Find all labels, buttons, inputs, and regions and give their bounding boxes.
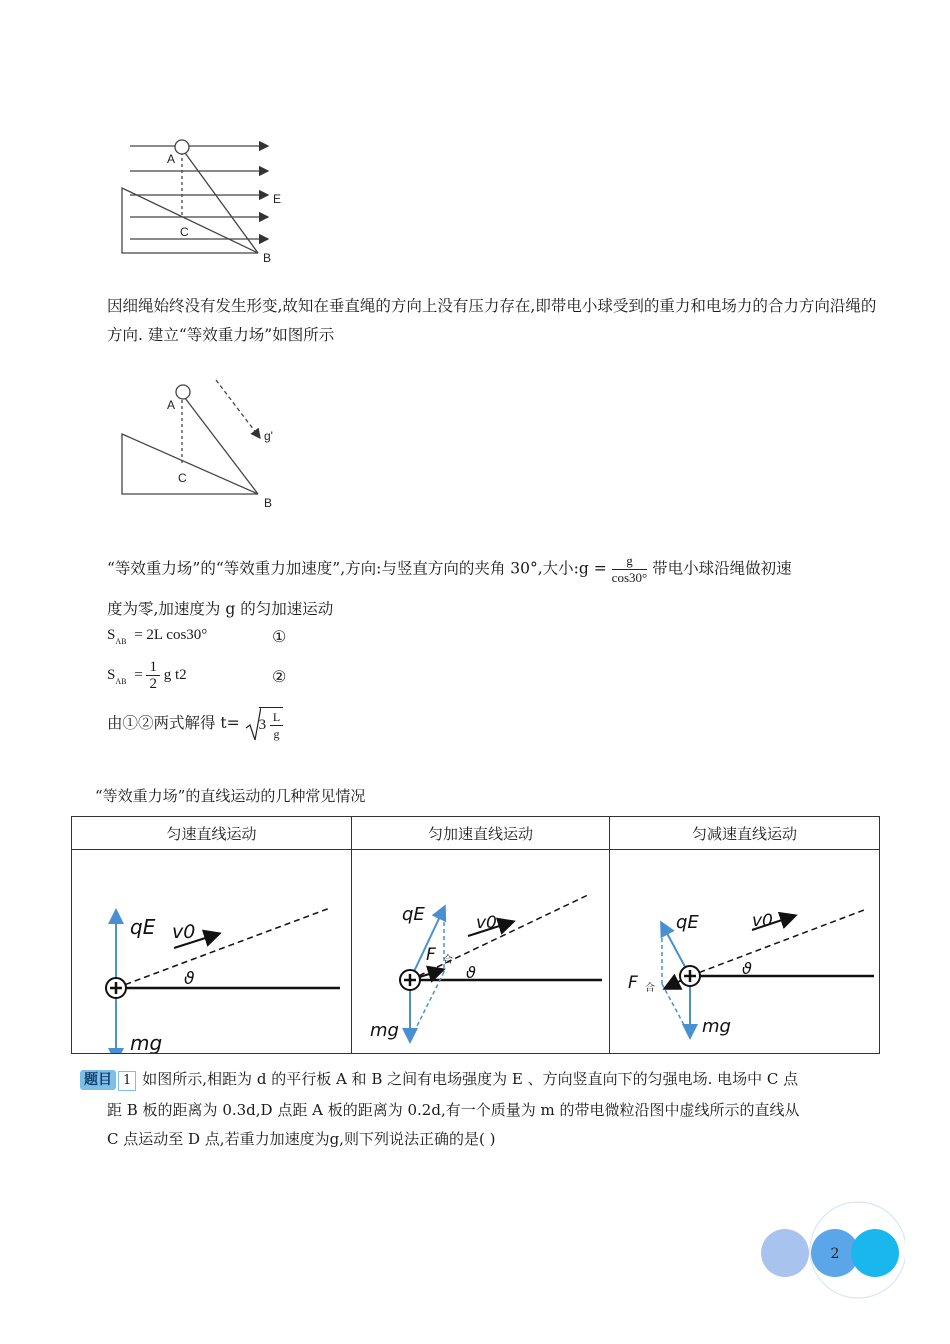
denominator: g: [273, 726, 280, 741]
question-line-3: C 点运动至 D 点,若重力加速度为g,则下列说法正确的是( ): [107, 1130, 496, 1148]
label-A: A: [167, 398, 176, 412]
marker: ②: [272, 669, 287, 686]
text: “等效重力场”的“等效重力加速度”,方向:与竖直方向的夹角 30°,大小:g =: [107, 559, 607, 578]
denominator: cos30°: [611, 570, 648, 585]
table-title: “等效重力场”的直线运动的几种常见情况: [95, 787, 366, 805]
rhs: g t2: [163, 666, 187, 683]
label-C: C: [178, 471, 187, 485]
label-theta: ϑ: [466, 963, 476, 982]
numerator: L: [270, 709, 283, 726]
fraction-half: [146, 659, 160, 692]
numerator: 1: [146, 659, 160, 676]
label-he: 合: [645, 983, 655, 994]
cell-uniform: [72, 850, 352, 1054]
question-text: 如图所示,相距为 d 的平行板 A 和 B 之间有电场强度为 E 、方向竖直向下的匀强电场. 电场中 C 点: [142, 1070, 799, 1088]
marker: ①: [272, 629, 287, 646]
label-C: C: [180, 225, 189, 239]
label-mg: mg: [130, 1031, 163, 1053]
sqrt-body: [259, 707, 284, 742]
label-mg: mg: [702, 1016, 731, 1037]
label-g-prime: g': [264, 429, 273, 443]
question-line-2: 距 B 板的距离为 0.3d,D 点距 A 板的距离为 0.2d,有一个质量为 m 的带电微粒沿图中虚线所示的直线从: [107, 1101, 800, 1119]
fraction: [612, 553, 648, 586]
rhs: = 2L cos30°: [134, 627, 208, 643]
motion-line: 度为零,加速度为 g 的匀加速运动: [107, 600, 334, 618]
label-qE: qE: [402, 904, 425, 925]
equivalent-gravity-line: [107, 553, 887, 586]
diagram-accelerate: [352, 850, 609, 1053]
label-v0: v0: [752, 911, 773, 931]
question-tag: 题目: [80, 1070, 116, 1090]
text: 由①②两式解得 t=: [107, 714, 240, 732]
header-decelerate: 匀减速直线运动: [610, 817, 880, 850]
header-uniform: 匀速直线运动: [72, 817, 352, 850]
question-number: 1: [118, 1071, 136, 1091]
cases-table: [71, 816, 880, 1054]
label-he: 合: [443, 955, 453, 966]
explanation-paragraph: 因细绳始终没有发生形变,故知在垂直绳的方向上没有压力存在,即带电小球受到的重力和电场力的合力方向沿绳的方向. 建立“等效重力场”如图所示: [107, 297, 877, 344]
question-line-1: [80, 1065, 798, 1094]
denominator: 2: [149, 676, 157, 692]
cell-decelerate: [610, 850, 880, 1054]
label-B: B: [264, 496, 273, 510]
cell-accelerate: [352, 850, 610, 1054]
label-E: E: [273, 192, 282, 206]
label-qE: qE: [130, 915, 156, 939]
s-symbol: S: [107, 627, 116, 643]
equals: =: [134, 666, 143, 683]
page-number: 2: [830, 1246, 840, 1262]
figure-equivalent-gravity: [110, 378, 290, 518]
subscript: AB: [115, 637, 127, 646]
numerator: g: [612, 553, 648, 570]
diagram-decelerate: [610, 850, 880, 1053]
label-v0: v0: [172, 921, 196, 943]
label-B: B: [263, 251, 272, 265]
label-v0: v0: [476, 913, 497, 933]
diagram-uniform: [72, 850, 351, 1053]
figure-field-rope: [110, 130, 290, 270]
equation-1: [107, 627, 287, 646]
label-A: A: [167, 152, 176, 166]
s-symbol: S: [107, 666, 116, 683]
label-mg: mg: [370, 1020, 399, 1041]
subscript: AB: [115, 676, 127, 686]
solution-line: [107, 706, 283, 742]
page-number-decoration: [755, 1195, 905, 1305]
label-theta: ϑ: [742, 959, 752, 978]
label-theta: ϑ: [184, 969, 195, 989]
header-accelerate: 匀加速直线运动: [352, 817, 610, 850]
label-F: F: [426, 945, 436, 965]
label-F: F: [628, 973, 638, 993]
fraction-L-g: [270, 709, 283, 742]
text: 带电小球沿绳做初速: [652, 559, 792, 578]
coef: 3: [258, 716, 267, 733]
label-qE: qE: [676, 912, 699, 933]
equation-2: [107, 659, 287, 692]
